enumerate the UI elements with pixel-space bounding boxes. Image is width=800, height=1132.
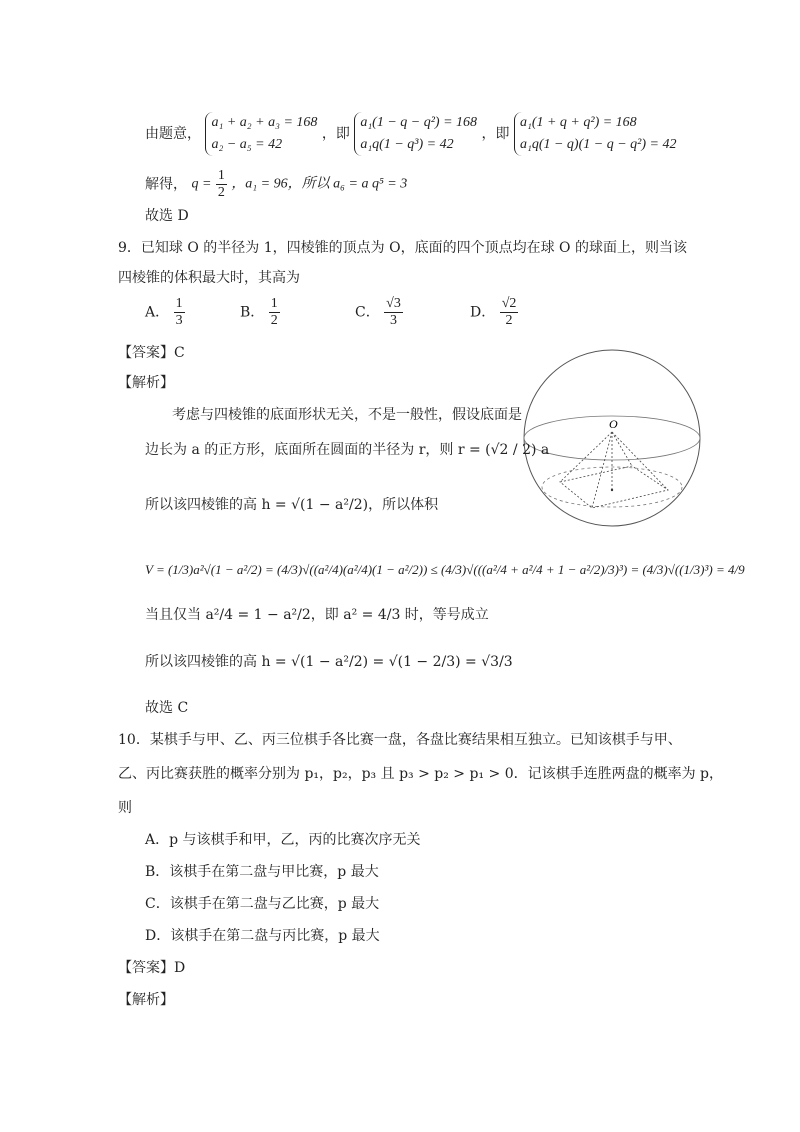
q9-answer: 【答案】C (118, 345, 185, 361)
fraction-half: $\frac{1}{2}$ (217, 168, 225, 200)
prev-pick: 故选 D (145, 208, 189, 224)
q10-stem-line3: 则 (118, 800, 132, 816)
prev-solve-line: 解得， q = $\frac{1}{2}$ ，a₁ = 96，所以 a₆ = a q⁵ = 3 (145, 168, 408, 200)
q9-option-b: B． $\frac{1}{2}$ (240, 296, 278, 328)
q10-answer: 【答案】D (118, 960, 186, 976)
q9-option-a: A． $\frac{1}{3}$ (145, 296, 183, 328)
q10-option-a: A．p 与该棋手和甲，乙，丙的比赛次序无关 (145, 832, 421, 848)
q9-pick: 故选 C (145, 700, 189, 716)
q9-equality-condition: 当且仅当 a²/4 = 1 − a²/2，即 a² = 4/3 时，等号成立 (145, 607, 489, 623)
sphere-pyramid-figure (512, 340, 712, 530)
point-o-label: O (609, 417, 618, 431)
q9-height-result: 所以该四棱锥的高 h = √(1 − a²/2) = √(1 − 2/3) = √3/3 (145, 654, 513, 670)
q9-stem-line1: 9．已知球 O 的半径为 1，四棱锥的顶点为 O，底面的四个顶点均在球 O 的球面上，则当该 (118, 240, 687, 256)
prev-solution-line: 由题意， a₁ + a₂ + a₃ = 168 a₂ − a₅ = 42 ，即 a₁(1 − q − q²) = 168 a₁q(1 − q³) = 42 ，即 a₁(1 + q + q²) = 168 a₁q(1 − q)(1 − q − q²) = 42 (145, 112, 676, 158)
pyramid-base (560, 466, 668, 508)
q9-option-c: C． $\frac{√3}{3}$ (355, 296, 401, 328)
q10-stem-line2: 乙、丙比赛获胜的概率分别为 p₁，p₂，p₃ 且 p₃ > p₂ > p₁ > 0．记该棋手连胜两盘的概率为 p， (118, 766, 724, 782)
q10-stem-line1: 10．某棋手与甲、乙、丙三位棋手各比赛一盘，各盘比赛结果相互独立。已知该棋手与甲、 (118, 732, 682, 748)
q9-analysis-text2: 边长为 a 的正方形，底面所在圆面的半径为 r，则 r = (√2 / 2) a (145, 442, 550, 458)
equation-system-3: a₁(1 + q + q²) = 168 a₁q(1 − q)(1 − q − q²) = 42 (514, 112, 677, 156)
q9-analysis-text1: 考虑与四棱锥的底面形状无关，不是一般性，假设底面是 (172, 407, 522, 423)
q9-stem-line2: 四棱锥的体积最大时，其高为 (118, 270, 300, 286)
q9-analysis-heading: 【解析】 (118, 375, 174, 391)
q9-volume-derivation: V = (1/3)a²√(1 − a²/2) = (4/3)√((a²/4)(a²/4)(1 − a²/2)) ≤ (4/3)√(((a²/4 + a²/4 + 1 − a²/2)/3)³) = (4/3)√((1/3)³) = 4/9 (145, 562, 745, 577)
equation-system-1: a₁ + a₂ + a₃ = 168 a₂ − a₅ = 42 (205, 112, 317, 156)
prev-lead: 由题意， (145, 126, 201, 142)
q10-option-b: B．该棋手在第二盘与甲比赛，p 最大 (145, 864, 379, 880)
q10-analysis-heading: 【解析】 (118, 992, 174, 1008)
q10-option-d: D．该棋手在第二盘与丙比赛，p 最大 (145, 928, 380, 944)
q9-analysis-text3: 所以该四棱锥的高 h = √(1 − a²/2)，所以体积 (145, 497, 439, 513)
equation-system-2: a₁(1 − q − q²) = 168 a₁q(1 − q³) = 42 (354, 112, 477, 156)
q10-option-c: C．该棋手在第二盘与乙比赛，p 最大 (145, 896, 380, 912)
q9-option-d: D． $\frac{√2}{2}$ (470, 296, 517, 328)
